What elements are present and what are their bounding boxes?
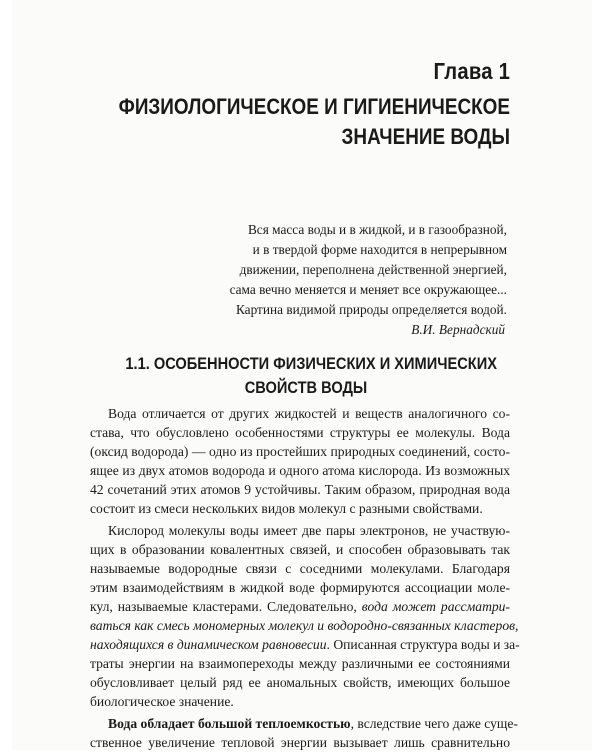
text-line [90,597,510,616]
text-line: траты энергии на взаимопереходы между различными ее состояниями [90,656,510,672]
text-run: . Описанная структура воды и за- [326,637,520,653]
bold-text: Вода обладает большой теплоемкостью [108,715,351,731]
epigraph-line: движении, переполнена действенной энергией, [239,262,507,277]
epigraph-line: и в твердой форме находится в непрерывном [252,242,507,257]
paragraph-1 [90,404,510,519]
text-line: состоит из смеси нескольких видов молекул с разными свойствами. [90,501,483,517]
text-line: биологическое значение. [90,694,234,710]
paragraph-2 [90,521,520,712]
chapter-label: Глава 1 [433,58,510,84]
text-line [90,714,518,733]
italic-text: находящихся в динамическом равновесии [90,637,327,653]
epigraph [187,220,507,340]
text-line: этим взаимодействиям в жидкой воде формируются ассоциации моле- [90,579,510,595]
text-run: кул, называемые кластерами. Следовательно, [90,598,362,614]
italic-text: вода может рассматри- [361,598,511,614]
text-line: обусловливает целый ряд ее аномальных свойств, имеющих большое [90,675,510,691]
text-line: ящее из двух атомов водорода и одного атома кислорода. Из возможных [90,463,510,479]
text-line: ственное увеличение тепловой энергии вызывает лишь сравнительно [90,734,510,750]
text-line: (оксид водорода) — одно из простейших природных соединений, состо- [90,444,510,460]
chapter-title [114,92,510,152]
text-run: , вследствие чего даже суще- [350,715,518,731]
paragraph-3 [90,714,518,752]
text-line: 42 сочетаний этих атомов 9 устойчивы. Таким образом, природная вода [90,482,510,498]
text-line: Вода отличается от других жидкостей и веществ аналогичного со- [108,406,510,421]
epigraph-line: Вся масса воды и в жидкой, и в газообразной, [247,222,507,237]
text-line: щих в образовании ковалентных связей, и способен образовывать так [90,541,510,557]
text-line [90,616,519,635]
text-line: Кислород молекулы воды имеет две пары электронов, не участвую- [108,522,510,538]
page-margin-right [592,0,600,750]
section-title-line: СВОЙСТВ ВОДЫ [244,378,368,397]
epigraph-author: В.И. Вернадский [411,322,505,337]
epigraph-line: сама вечно меняется и меняет все окружающее... [229,282,507,297]
page-margin-left [0,0,12,750]
text-line: става, что обусловлено особенностями структуры ее молекулы. Вода [90,425,510,441]
text-line [90,635,520,654]
italic-text: ваться как смесь мономерных молекул и водородно-связанных кластеров, [90,618,519,634]
text-line: называемые водородные связи с соседними молекулами. Благодаря [90,560,510,576]
section-title-line: 1.1. ОСОБЕННОСТИ ФИЗИЧЕСКИХ И ХИМИЧЕСКИХ [125,354,498,373]
chapter-title-line: ФИЗИОЛОГИЧЕСКОЕ И ГИГИЕНИЧЕСКОЕ [118,94,510,119]
section-title [125,352,498,400]
body-text [90,404,520,754]
chapter-title-line: ЗНАЧЕНИЕ ВОДЫ [341,124,510,149]
epigraph-line: Картина видимой природы определяется водой. [235,302,507,317]
